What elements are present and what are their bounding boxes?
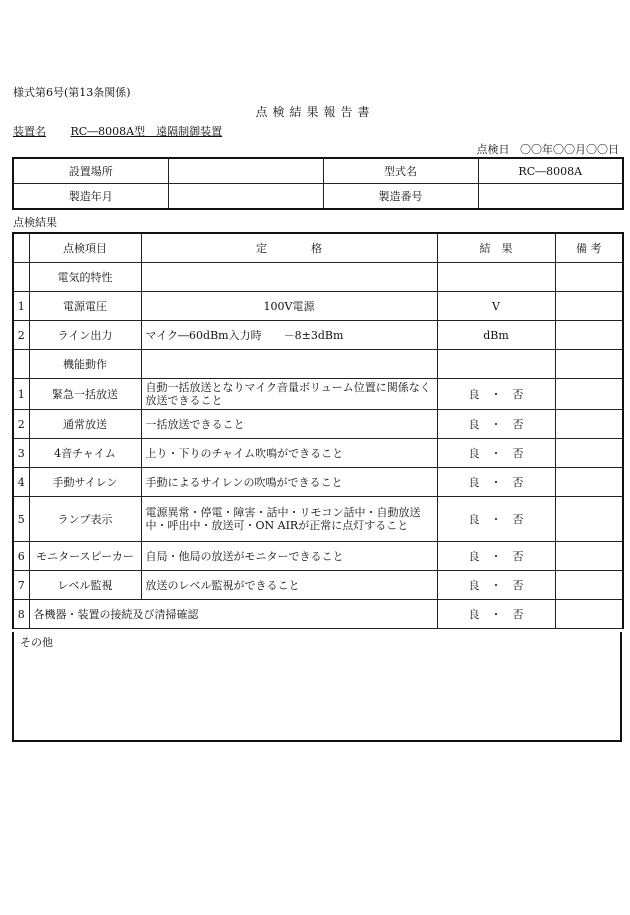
header-remarks: 備 考 — [555, 233, 623, 263]
manufacture-date-field[interactable] — [168, 184, 323, 210]
model-label: 型式名 — [323, 158, 478, 184]
row-item: モニタースピーカー — [29, 542, 141, 571]
row-result[interactable]: 良 ・ 否 — [437, 468, 555, 497]
results-table — [12, 232, 624, 629]
row-remarks[interactable] — [555, 468, 623, 497]
header-no-cell — [13, 233, 29, 263]
row-result[interactable]: 良 ・ 否 — [437, 542, 555, 571]
info-table — [12, 157, 624, 210]
row-spec: 放送のレベル監視ができること — [141, 571, 437, 600]
results-section-label: 点検結果 — [13, 216, 57, 229]
row-spec: マイク―60dBm入力時 －8±3dBm — [141, 321, 437, 350]
row-result[interactable]: dBm — [437, 321, 555, 350]
table-row — [13, 292, 623, 321]
row-remarks[interactable] — [555, 571, 623, 600]
device-line — [13, 123, 222, 139]
row-result[interactable]: V — [437, 292, 555, 321]
row-spec: 電源異常・停電・障害・話中・リモコン話中・自動放送中・呼出中・放送可・ON AIRが正常に点灯すること — [141, 497, 437, 542]
row-result[interactable]: 良 ・ 否 — [437, 379, 555, 410]
row-no: 6 — [13, 542, 29, 571]
row-item: 通常放送 — [29, 410, 141, 439]
table-row — [13, 379, 623, 410]
row-result[interactable]: 良 ・ 否 — [437, 600, 555, 629]
group-spec-cell — [141, 263, 437, 292]
row-spec: 一括放送できること — [141, 410, 437, 439]
row-item: レベル監視 — [29, 571, 141, 600]
date-label: 点検日 — [476, 143, 510, 156]
page-title: 点検結果報告書 — [255, 105, 375, 119]
other-label: その他 — [20, 636, 53, 649]
row-spec: 上り・下りのチャイム吹鳴ができること — [141, 439, 437, 468]
row-item: 手動サイレン — [29, 468, 141, 497]
row-result[interactable]: 良 ・ 否 — [437, 439, 555, 468]
other-notes-box[interactable] — [12, 632, 622, 742]
table-row — [13, 497, 623, 542]
group-function: 機能動作 — [29, 350, 141, 379]
group-result-cell — [437, 350, 555, 379]
row-item: 電源電圧 — [29, 292, 141, 321]
table-row — [13, 321, 623, 350]
row-remarks[interactable] — [555, 321, 623, 350]
row-remarks[interactable] — [555, 497, 623, 542]
device-name: RC―8008A型 遠隔制御装置 — [70, 125, 223, 138]
form-number: 様式第6号(第13条関係) — [13, 86, 131, 99]
header-spec: 定 格 — [141, 233, 437, 263]
install-location-label: 設置場所 — [13, 158, 168, 184]
row-no: 2 — [13, 410, 29, 439]
table-row — [13, 542, 623, 571]
row-result[interactable]: 良 ・ 否 — [437, 497, 555, 542]
row-remarks[interactable] — [555, 410, 623, 439]
group-result-cell — [437, 263, 555, 292]
group-remarks-cell — [555, 263, 623, 292]
group-no-cell — [13, 263, 29, 292]
row-no: 4 — [13, 468, 29, 497]
row-no: 1 — [13, 379, 29, 410]
row-remarks[interactable] — [555, 379, 623, 410]
inspection-date — [477, 141, 620, 157]
row-result[interactable]: 良 ・ 否 — [437, 410, 555, 439]
row-spec: 自動一括放送となりマイク音量ボリューム位置に関係なく放送できること — [141, 379, 437, 410]
table-row — [13, 600, 623, 629]
table-row — [13, 571, 623, 600]
row-item: 緊急一括放送 — [29, 379, 141, 410]
table-row — [13, 410, 623, 439]
device-label: 装置名 — [13, 125, 46, 138]
date-value: 〇〇年〇〇月〇〇日 — [520, 143, 619, 156]
row-no: 8 — [13, 600, 29, 629]
install-location-field[interactable] — [168, 158, 323, 184]
manufacture-date-label: 製造年月 — [13, 184, 168, 210]
row-spec: 100V電源 — [141, 292, 437, 321]
group-spec-cell — [141, 350, 437, 379]
row-remarks[interactable] — [555, 600, 623, 629]
row-no: 1 — [13, 292, 29, 321]
group-remarks-cell — [555, 350, 623, 379]
row-spec: 自局・他局の放送がモニターできること — [141, 542, 437, 571]
row-no: 5 — [13, 497, 29, 542]
row-item: 4音チャイム — [29, 439, 141, 468]
row-remarks[interactable] — [555, 292, 623, 321]
table-row — [13, 468, 623, 497]
serial-field[interactable] — [478, 184, 623, 210]
model-value[interactable]: RC―8008A — [478, 158, 623, 184]
row-no: 2 — [13, 321, 29, 350]
row-spec: 手動によるサイレンの吹鳴ができること — [141, 468, 437, 497]
group-electrical: 電気的特性 — [29, 263, 141, 292]
row-remarks[interactable] — [555, 542, 623, 571]
serial-label: 製造番号 — [323, 184, 478, 210]
row-item: ランプ表示 — [29, 497, 141, 542]
row-remarks[interactable] — [555, 439, 623, 468]
table-row — [13, 439, 623, 468]
row-result[interactable]: 良 ・ 否 — [437, 571, 555, 600]
group-no-cell — [13, 350, 29, 379]
header-result: 結 果 — [437, 233, 555, 263]
row-no: 3 — [13, 439, 29, 468]
row-item: ライン出力 — [29, 321, 141, 350]
row-no: 7 — [13, 571, 29, 600]
header-item: 点検項目 — [29, 233, 141, 263]
row-item: 各機器・装置の接続及び清掃確認 — [29, 600, 437, 629]
